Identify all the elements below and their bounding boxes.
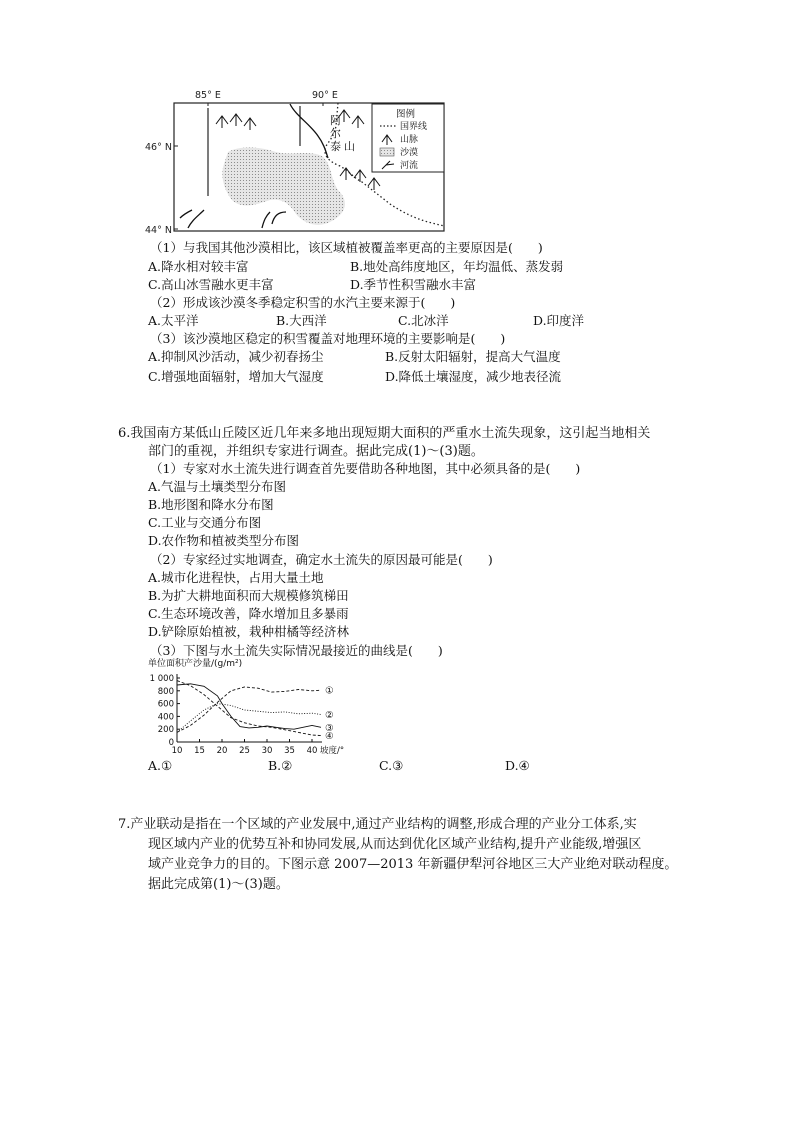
q6-sub1-option-a: A.气温与土壤类型分布图 (148, 479, 287, 494)
x-tick-label: 30 (261, 746, 273, 756)
q6-sub2-option-d: D.铲除原始植被，栽种柑橘等经济林 (148, 624, 350, 639)
q5-sub3-stem: （3）该沙漠地区稳定的积雪覆盖对地理环境的主要影响是( ) (150, 331, 506, 346)
mountain-name-altai (330, 114, 355, 153)
q5-sub1-option-a: A.降水相对较丰富 (148, 259, 249, 274)
river-4 (188, 210, 204, 228)
y-tick-label: 600 (157, 699, 174, 710)
svg-text:山: 山 (344, 140, 355, 153)
river-3 (262, 212, 270, 228)
q7-line4: 据此完成第(1)～(3)题。 (148, 877, 289, 892)
q6-sub1-option-c: C.工业与交通分布图 (148, 515, 262, 530)
desert-area (222, 148, 345, 225)
svg-text:尔: 尔 (330, 127, 341, 140)
y-tick-label: 0 (168, 738, 174, 748)
lat-label-44: 44° N (145, 225, 172, 236)
q5-sub3-option-a: A.抑制风沙活动，减少初春扬尘 (148, 349, 324, 364)
q6-sub2-option-b: B.为扩大耕地面积而大规模修筑梯田 (148, 588, 349, 603)
q7-line3: 域产业竞争力的目的。下图示意 2007—2013 年新疆伊犁河谷地区三大产业绝对联动程度。 (148, 857, 678, 872)
x-tick-label: 20 (216, 746, 228, 756)
q6-sub3-option-b: B.② (268, 758, 293, 773)
q6-sub1-option-d: D.农作物和植被类型分布图 (148, 533, 300, 548)
x-tick-label: 35 (284, 746, 295, 756)
q6-sub3-option-c: C.③ (379, 758, 404, 773)
lon-label-90: 90° E (312, 90, 338, 101)
legend-title: 图例 (396, 109, 416, 120)
q6-sub2-option-a: A.城市化进程快，占用大量土地 (148, 570, 324, 585)
series-label-2: ② (325, 709, 334, 721)
q5-sub2-option-d: D.印度洋 (533, 313, 585, 328)
series-line-3 (177, 684, 321, 729)
q6-sub3-option-a: A.① (148, 758, 173, 773)
q6-sub3-stem: （3）下图与水土流失实际情况最接近的曲线是( ) (150, 643, 443, 658)
x-tick-label: 40 (306, 746, 318, 756)
x-tick-label: 15 (194, 746, 205, 756)
q5-sub2-stem: （2）形成该沙漠冬季稳定积雪的水汽主要来源于( ) (150, 295, 456, 310)
svg-text:阿: 阿 (330, 114, 341, 127)
q5-sub2-option-c: C.北冰洋 (398, 313, 449, 328)
lat-label-46: 46° N (145, 142, 172, 153)
q6-intro-line1: 6.我国南方某低山丘陵区近几年来多地出现短期大面积的严重水土流失现象，这引起当地相关 (118, 426, 651, 441)
x-axis-label: 坡度/° (320, 746, 345, 756)
legend-label-river: 河流 (400, 161, 419, 171)
lon-label-85: 85° E (195, 90, 221, 101)
chart-axes (177, 674, 322, 742)
q6-sub1-stem: （1）专家对水土流失进行调查首先要借助各种地图，其中必须具备的是( ) (150, 461, 581, 476)
river-5 (180, 210, 192, 218)
series-line-4 (177, 681, 321, 736)
river-1 (290, 104, 328, 158)
q6-intro-line2: 部门的重视，并组织专家进行调查。据此完成(1)～(3)题。 (148, 444, 484, 459)
q5-sub1-option-c: C.高山冰雪融水更丰富 (148, 277, 274, 292)
q5-sub3-option-d: D.降低土壤湿度，减少地表径流 (385, 369, 562, 384)
series-label-3: ③ (325, 722, 334, 734)
legend-label-border: 国界线 (400, 122, 428, 132)
legend-label-desert: 沙漠 (400, 148, 419, 158)
q5-sub1-option-b: B.地处高纬度地区，年均温低、蒸发弱 (350, 259, 564, 274)
map-figure (140, 86, 450, 236)
series-label-1: ① (325, 685, 334, 697)
mountain-range-west (216, 114, 256, 130)
x-tick-label: 25 (239, 746, 250, 756)
sediment-yield-chart (140, 656, 345, 756)
q5-sub3-option-b: B.反射太阳辐射，提高大气温度 (385, 349, 561, 364)
series-line-1 (177, 687, 321, 732)
q5-sub1-stem: （1）与我国其他沙漠相比，该区域植被覆盖率更高的主要原因是( ) (150, 240, 543, 255)
q6-sub3-option-d: D.④ (505, 758, 530, 773)
y-tick-label: 1 000 (149, 674, 174, 684)
chart-ylabel: 单位面积产沙量/(g/m²) (148, 659, 243, 669)
river-2 (272, 212, 286, 224)
y-tick-label: 200 (157, 725, 174, 736)
q5-sub2-option-a: A.太平洋 (148, 313, 199, 328)
map-legend (372, 104, 444, 172)
svg-text:泰: 泰 (330, 140, 341, 153)
q6-sub2-stem: （2）专家经过实地调查，确定水土流失的原因最可能是( ) (150, 552, 493, 567)
q5-sub3-option-c: C.增强地面辐射，增加大气湿度 (148, 369, 324, 384)
q6-sub2-option-c: C.生态环境改善，降水增加且多暴雨 (148, 606, 349, 621)
q7-line2: 现区域内产业的优势互补和协同发展,从而达到优化区域产业结构,提升产业能级,增强区 (148, 837, 642, 852)
y-tick-label: 800 (157, 686, 174, 697)
chart-ticks (150, 674, 344, 756)
q5-sub1-option-d: D.季节性积雪融水丰富 (350, 277, 477, 292)
dotted-box-icon (380, 148, 394, 156)
legend-label-mountain: 山脉 (400, 135, 419, 145)
series-label-4: ④ (325, 731, 334, 743)
q6-sub1-option-b: B.地形图和降水分布图 (148, 497, 274, 512)
q7-line1: 7.产业联动是指在一个区域的产业发展中,通过产业结构的调整,形成合理的产业分工体系,实 (118, 817, 637, 832)
y-tick-label: 400 (157, 712, 174, 723)
q5-sub2-option-b: B.大西洋 (276, 313, 327, 328)
chart-series-group (177, 681, 334, 743)
x-tick-label: 10 (171, 746, 183, 756)
